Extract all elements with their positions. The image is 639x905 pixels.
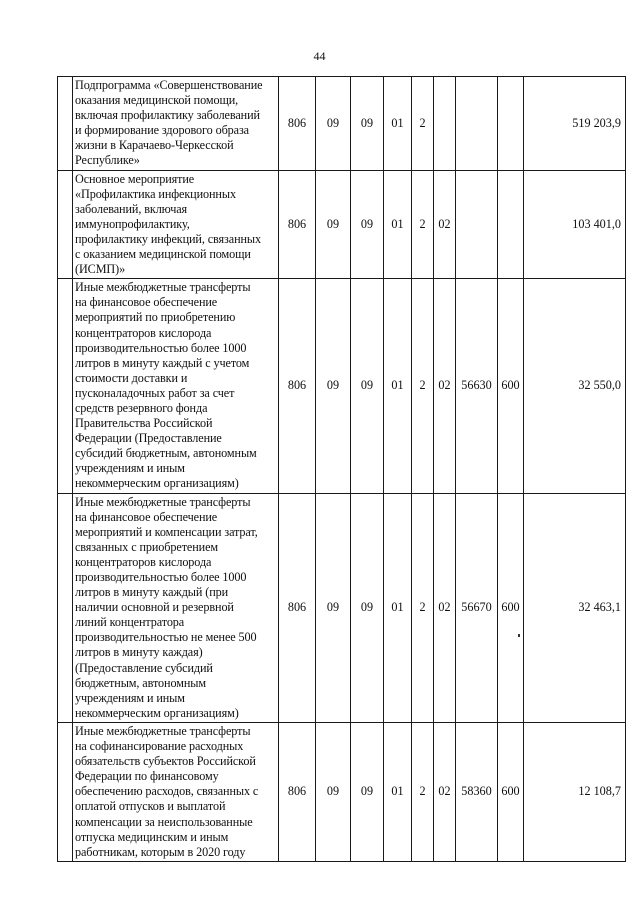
item-name-line: обязательств субъектов Российской (75, 754, 256, 769)
event-code-cell: 02 (434, 170, 456, 279)
expense-type-cell: 600 (498, 722, 524, 861)
item-name-cell (73, 722, 279, 861)
subprogram-code-cell: 2 (412, 722, 434, 861)
program-code-cell: 01 (384, 170, 412, 279)
item-name-line: мероприятий по приобретению (75, 310, 236, 325)
item-name-line: некоммерческим организациям) (75, 705, 239, 720)
subsection-code-cell: 09 (351, 77, 384, 171)
item-name-line: бюджетным, автономным (75, 675, 206, 690)
item-name-line: оказания медицинской помощи, (75, 93, 239, 108)
amount-cell: 32 463,1 (524, 493, 626, 722)
item-name-line: «Профилактика инфекционных (75, 186, 236, 201)
row-index-cell (58, 279, 73, 493)
item-name-cell (73, 493, 279, 722)
item-name-line: обеспечению расходов, связанных с (75, 784, 259, 799)
item-name-line: средств резервного фонда (75, 400, 208, 415)
table-row (58, 279, 626, 493)
row-index-cell (58, 722, 73, 861)
item-name-line: линий концентратора (75, 615, 185, 630)
amount-cell: 519 203,9 (524, 77, 626, 171)
subsection-code-cell: 09 (351, 493, 384, 722)
direction-code-cell: 58360 (456, 722, 498, 861)
item-name-line: на финансовое обеспечение (75, 509, 218, 524)
ministry-code-cell: 806 (279, 77, 316, 171)
subprogram-code-cell: 2 (412, 170, 434, 279)
item-name-cell (73, 77, 279, 171)
item-name-line: иммунопрофилактику, (75, 216, 190, 231)
item-name-cell (73, 279, 279, 493)
item-name-line: Иные межбюджетные трансферты (75, 723, 251, 738)
item-name-line: оплатой отпусков и выплатой (75, 799, 226, 814)
item-name-line: некоммерческим организациям) (75, 476, 239, 491)
item-name-line: заболеваний, включая (75, 201, 188, 216)
ministry-code-cell: 806 (279, 279, 316, 493)
item-name-line: на софинансирование расходных (75, 739, 244, 754)
subprogram-code-cell: 2 (412, 493, 434, 722)
item-name-line: (ИСМП)» (75, 262, 126, 277)
item-name-line: Правительства Российской (75, 416, 213, 431)
table-row (58, 170, 626, 279)
table-row (58, 722, 626, 861)
item-name-line: Иные межбюджетные трансферты (75, 494, 251, 509)
ministry-code-cell: 806 (279, 170, 316, 279)
subsection-code-cell: 09 (351, 170, 384, 279)
section-code-cell: 09 (316, 77, 351, 171)
item-name-line: литров в минуту каждая) (75, 645, 203, 660)
item-name-line: компенсации за неиспользованные (75, 814, 253, 829)
table-row (58, 77, 626, 171)
program-code-cell: 01 (384, 493, 412, 722)
item-name-cell (73, 170, 279, 279)
event-code-cell: 02 (434, 493, 456, 722)
item-name-line: стоимости доставки и (75, 370, 188, 385)
amount-cell: 32 550,0 (524, 279, 626, 493)
expense-type-cell (498, 77, 524, 171)
program-code-cell: 01 (384, 722, 412, 861)
section-code-cell: 09 (316, 722, 351, 861)
item-name-line: пусконаладочных работ за счет (75, 385, 235, 400)
item-name-line: концентраторов кислорода (75, 325, 212, 340)
scan-speck (518, 634, 520, 637)
item-name-line: отпуска медицинским и иным (75, 829, 229, 844)
item-name-line: включая профилактику заболеваний (75, 108, 260, 123)
row-index-cell (58, 493, 73, 722)
item-name-line: Республике» (75, 153, 140, 168)
section-code-cell: 09 (316, 493, 351, 722)
subsection-code-cell: 09 (351, 722, 384, 861)
item-name-line: профилактику инфекций, связанных (75, 231, 262, 246)
item-name-line: Основное мероприятие (75, 171, 195, 186)
event-code-cell (434, 77, 456, 171)
item-name-line: субсидий бюджетным, автономным (75, 446, 257, 461)
item-name-line: учреждениям и иным (75, 461, 185, 476)
item-name-line: Подпрограмма «Совершенствование (75, 78, 263, 92)
item-name-line: жизни в Карачаево-Черкесской (75, 138, 234, 153)
expense-type-cell (498, 170, 524, 279)
table-row (58, 493, 626, 722)
event-code-cell: 02 (434, 722, 456, 861)
program-code-cell: 01 (384, 279, 412, 493)
item-name-line: производительностью более 1000 (75, 340, 247, 355)
item-name-line: работникам, которым в 2020 году (75, 844, 246, 859)
item-name-line: производительностью не менее 500 (75, 630, 257, 645)
row-index-cell (58, 77, 73, 171)
item-name-line: на финансовое обеспечение (75, 295, 218, 310)
item-name-line: Федерации (Предоставление (75, 431, 222, 446)
item-name-line: наличии основной и резервной (75, 600, 234, 615)
item-name-line: учреждениям и иным (75, 690, 185, 705)
subprogram-code-cell: 2 (412, 77, 434, 171)
direction-code-cell (456, 170, 498, 279)
item-name-line: концентраторов кислорода (75, 554, 212, 569)
item-name-line: литров в минуту каждый с учетом (75, 355, 250, 370)
item-name-line: связанных с приобретением (75, 539, 219, 554)
row-index-cell (58, 170, 73, 279)
item-name-line: (Предоставление субсидий (75, 660, 213, 675)
page-number: 44 (313, 49, 326, 63)
amount-cell: 12 108,7 (524, 722, 626, 861)
subsection-code-cell: 09 (351, 279, 384, 493)
budget-table (57, 76, 626, 862)
subprogram-code-cell: 2 (412, 279, 434, 493)
direction-code-cell: 56670 (456, 493, 498, 722)
ministry-code-cell: 806 (279, 722, 316, 861)
direction-code-cell: 56630 (456, 279, 498, 493)
amount-cell: 103 401,0 (524, 170, 626, 279)
item-name-line: и формирование здорового образа (75, 123, 249, 138)
program-code-cell: 01 (384, 77, 412, 171)
event-code-cell: 02 (434, 279, 456, 493)
section-code-cell: 09 (316, 279, 351, 493)
section-code-cell: 09 (316, 170, 351, 279)
ministry-code-cell: 806 (279, 493, 316, 722)
expense-type-cell: 600 (498, 279, 524, 493)
item-name-line: Иные межбюджетные трансферты (75, 280, 251, 295)
direction-code-cell (456, 77, 498, 171)
item-name-line: с оказанием медицинской помощи (75, 247, 251, 262)
item-name-line: Федерации по финансовому (75, 769, 219, 784)
item-name-line: производительностью более 1000 (75, 570, 247, 584)
item-name-line: мероприятий и компенсации затрат, (75, 524, 258, 539)
expense-type-cell: 600 (498, 493, 524, 722)
item-name-line: литров в минуту каждый (при (75, 585, 229, 600)
